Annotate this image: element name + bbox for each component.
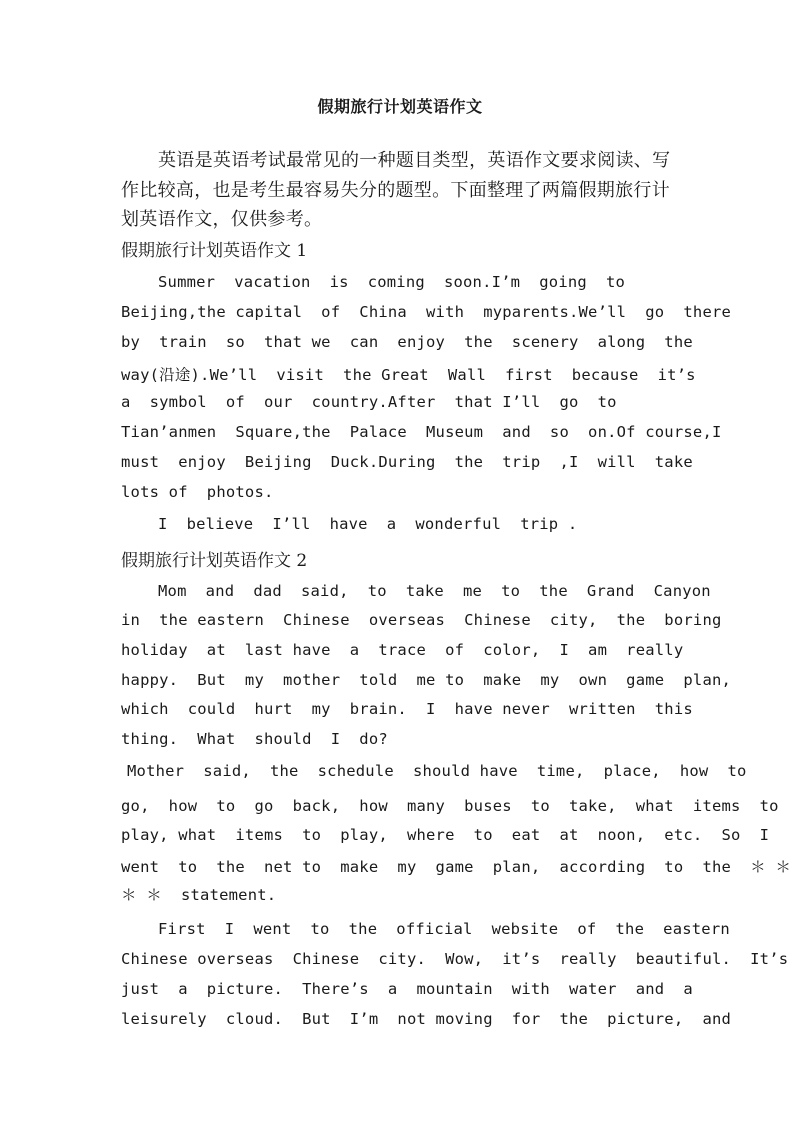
essay-1-line: Tian’anmen Square,the Palace Museum and so on.Of course,I	[121, 423, 722, 441]
essay-1-line: Beijing,the capital of China with myparents.We’ll go there	[121, 303, 732, 321]
essay-2-para2-line: went to the net to make my game plan, according to the ＊ ＊	[121, 858, 792, 876]
essay-2-para3-line: just a picture. There’s a mountain with water and a	[121, 980, 693, 998]
essay-1-line: by train so that we can enjoy the scenery along the	[121, 333, 693, 351]
essay-1-line: way(沿途).We’ll visit the Great Wall first because it’s	[121, 366, 696, 384]
intro-line: 划英语作文，仅供参考。	[121, 209, 323, 230]
essay-1-closing: I believe I’ll have a wonderful trip .	[158, 515, 578, 533]
document-title: 假期旅行计划英语作文	[317, 97, 483, 116]
essay-2-para3-line: First I went to the official website of the eastern	[158, 920, 730, 938]
essay-2-para1-line: which could hurt my brain. I have never written this	[121, 700, 693, 718]
intro-line: 作比较高，也是考生最容易失分的题型。下面整理了两篇假期旅行计	[121, 180, 670, 201]
essay-2-para2-line: go, how to go back, how many buses to take, what items to	[121, 797, 779, 815]
essay-2-para1-line: holiday at last have a trace of color, I am really	[121, 641, 684, 659]
essay-2-para1-line: Mom and dad said, to take me to the Grand Canyon	[158, 582, 711, 600]
essay-2-para2-line: Mother said, the schedule should have time, place, how to	[127, 762, 747, 780]
essay-1-heading: 假期旅行计划英语作文 1	[121, 241, 308, 261]
essay-2-para1-line: happy. But my mother told me to make my own game plan,	[121, 671, 732, 689]
essay-2-para1-line: in the eastern Chinese overseas Chinese city, the boring	[121, 611, 722, 629]
essay-2-para1-line: thing. What should I do?	[121, 730, 388, 748]
essay-2-para3-line: leisurely cloud. But I’m not moving for the picture, and	[121, 1010, 732, 1028]
essay-1-line: a symbol of our country.After that I’ll go to	[121, 393, 617, 411]
essay-1-line: Summer vacation is coming soon.I’m going to	[158, 273, 626, 291]
essay-1-line: must enjoy Beijing Duck.During the trip ,I will take	[121, 453, 693, 471]
essay-2-para3-line: Chinese overseas Chinese city. Wow, it’s really beautiful. It’s	[121, 950, 789, 968]
essay-2-para2-line: play, what items to play, where to eat at noon, etc. So I	[121, 826, 770, 844]
intro-line: 英语是英语考试最常见的一种题目类型，英语作文要求阅读、写	[158, 150, 671, 171]
essay-1-line: lots of photos.	[121, 483, 274, 501]
essay-2-heading: 假期旅行计划英语作文 2	[121, 551, 308, 571]
essay-2-para2-line: ＊ ＊ statement.	[121, 886, 277, 904]
